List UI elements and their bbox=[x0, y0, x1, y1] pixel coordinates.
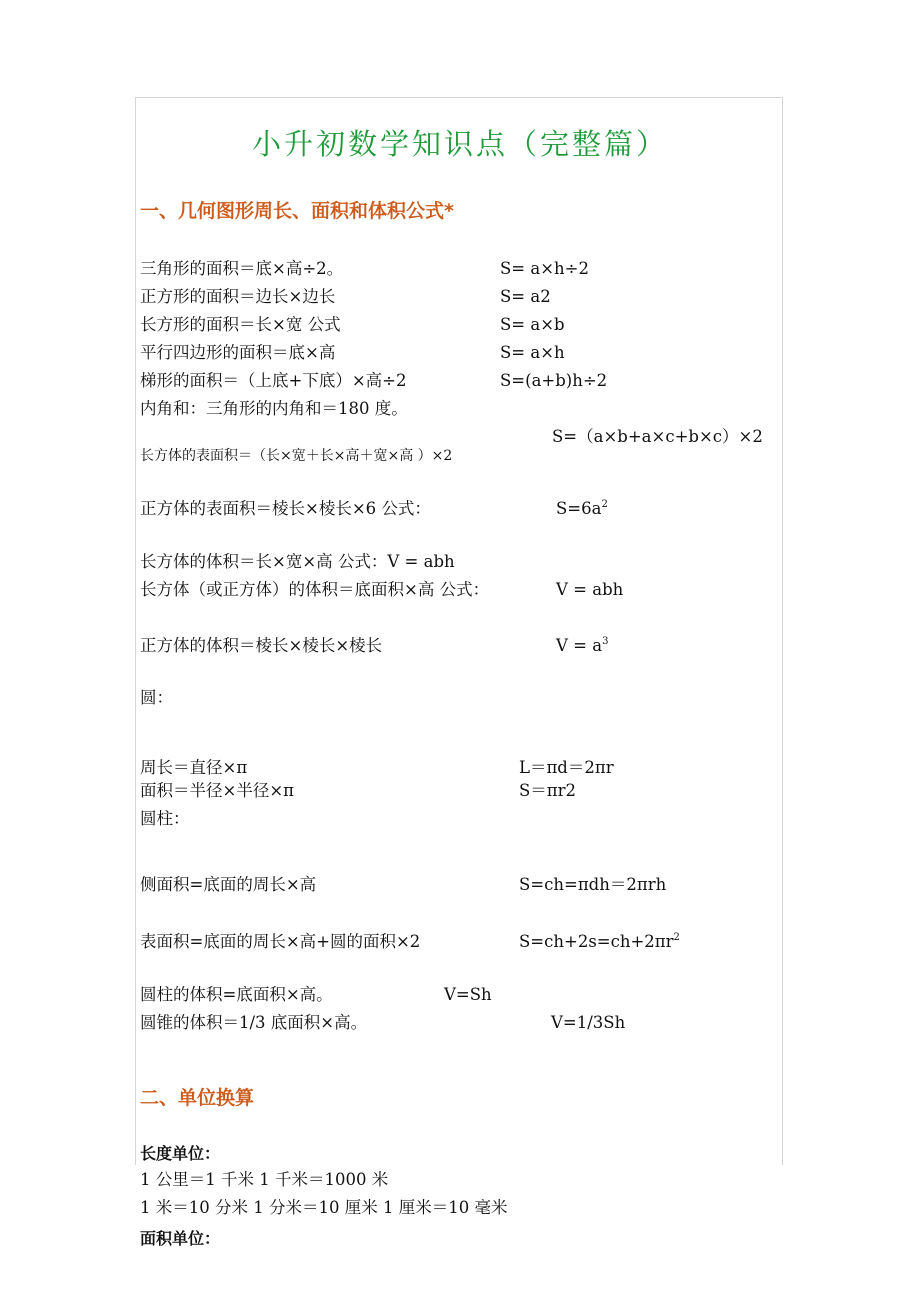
formula-label: 平行四边形的面积＝底×高 bbox=[140, 343, 336, 362]
formula-exponent: 2 bbox=[673, 932, 680, 943]
formula-label: 正方形的面积＝边长×边长 bbox=[140, 287, 336, 306]
formula-base: V = a bbox=[556, 636, 603, 655]
formula-label: 圆柱的体积=底面积×高。 bbox=[140, 985, 333, 1004]
formula-label: 圆锥的体积＝1/3 底面积×高。 bbox=[140, 1013, 368, 1032]
formula-label: 正方体的体积＝棱长×棱长×棱长 bbox=[140, 636, 383, 655]
formula-label: 面积＝半径×半径×π bbox=[140, 781, 294, 800]
formula-base: S=ch+2s=ch+2πr bbox=[519, 932, 674, 951]
formula-label: 长方体的表面积＝（长×宽＋长×高＋宽×高 ）×2 bbox=[140, 448, 453, 464]
formula-expression: L＝πd＝2πr bbox=[519, 758, 614, 777]
length-units-label: 长度单位： bbox=[140, 1144, 221, 1163]
formula-expression: V = abh bbox=[556, 580, 624, 599]
formula-expression: S=（a×b+a×c+b×c）×2 bbox=[552, 427, 763, 446]
formula-expression: S＝πr2 bbox=[519, 781, 577, 800]
unit-conversion-line: 1 公里＝1 千米 1 千米＝1000 米 bbox=[140, 1170, 389, 1189]
area-units-label: 面积单位： bbox=[140, 1229, 221, 1248]
section-heading-units: 二、单位换算 bbox=[140, 1087, 255, 1109]
formula-expression bbox=[556, 499, 608, 519]
formula-expression: S=ch=πdh＝2πrh bbox=[519, 875, 667, 894]
formula-base: S=6a bbox=[556, 499, 602, 518]
formula-expression: S= a×h bbox=[500, 343, 565, 362]
formula-expression: S= a2 bbox=[500, 287, 551, 306]
formula-label: 周长＝直径×π bbox=[140, 758, 248, 777]
subsection-label-circle: 圆： bbox=[140, 688, 173, 707]
unit-conversion-line: 1 米＝10 分米 1 分米＝10 厘米 1 厘米＝10 毫米 bbox=[140, 1198, 508, 1217]
formula-expression: S=(a+b)h÷2 bbox=[500, 371, 608, 390]
formula-label: 梯形的面积＝（上底+下底）×高÷2 bbox=[140, 371, 407, 390]
section-heading-formulas: 一、几何图形周长、面积和体积公式* bbox=[140, 200, 454, 222]
formula-label: 正方体的表面积＝棱长×棱长×6 公式： bbox=[140, 499, 431, 518]
formula-expression: S= a×h÷2 bbox=[500, 259, 589, 278]
formula-expression bbox=[556, 636, 608, 656]
formula-expression: V=Sh bbox=[444, 985, 492, 1004]
formula-exponent: 3 bbox=[602, 636, 609, 647]
formula-expression: S= a×b bbox=[500, 315, 565, 334]
formula-label: 三角形的面积＝底×高÷2。 bbox=[140, 259, 344, 278]
formula-label: 长方体（或正方体）的体积＝底面积×高 公式： bbox=[140, 580, 490, 599]
page-title: 小升初数学知识点（完整篇） bbox=[251, 127, 668, 161]
formula-exponent: 2 bbox=[601, 499, 608, 510]
formula-label: 内角和：三角形的内角和＝180 度。 bbox=[140, 399, 408, 418]
formula-label: 长方形的面积＝长×宽 公式 bbox=[140, 315, 341, 334]
subsection-label-cylinder: 圆柱： bbox=[140, 809, 190, 828]
formula-label: 表面积=底面的周长×高+圆的面积×2 bbox=[140, 932, 421, 951]
formula-label: 侧面积=底面的周长×高 bbox=[140, 875, 317, 894]
formula-label: 长方体的体积＝长×宽×高 公式：V = abh bbox=[140, 552, 455, 571]
formula-expression bbox=[519, 932, 680, 952]
formula-expression: V=1/3Sh bbox=[551, 1013, 626, 1032]
